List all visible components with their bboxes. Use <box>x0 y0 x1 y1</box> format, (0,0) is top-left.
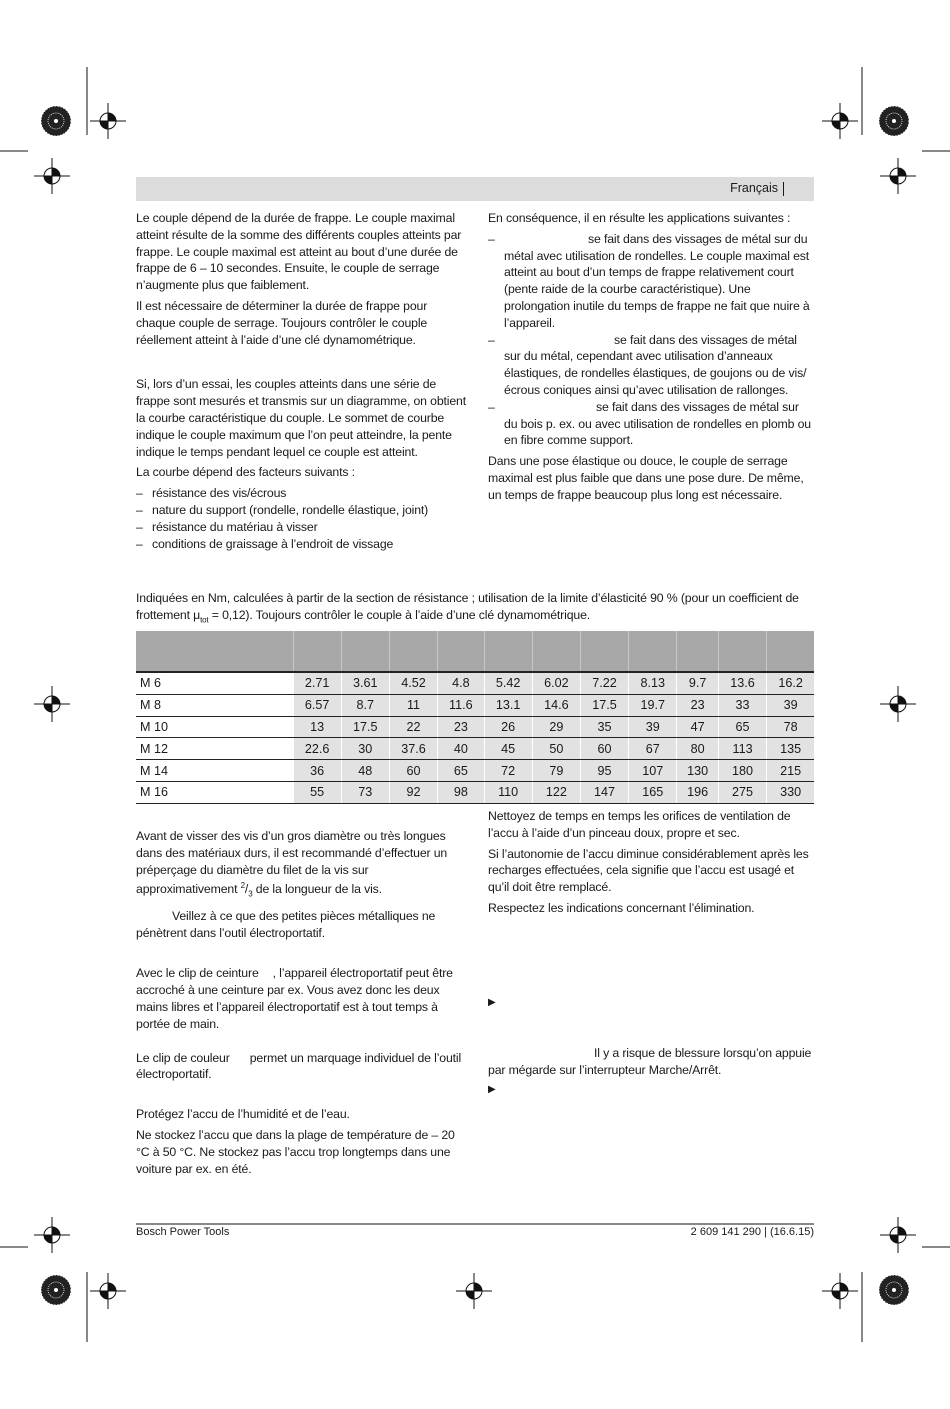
torque-value-cell: 110 <box>484 781 532 803</box>
torque-value-cell: 37.6 <box>389 738 437 760</box>
registration-crosshair-icon <box>34 686 70 722</box>
torque-value-cell: 113 <box>718 738 766 760</box>
torque-value-cell: 330 <box>767 781 814 803</box>
paragraph-applications-intro: En conséquence, il en résulte les applications suivantes : <box>488 211 791 225</box>
torque-value-cell: 29 <box>532 716 580 738</box>
thread-size-cell: M 16 <box>136 781 293 803</box>
table-header-cell <box>718 631 766 672</box>
paragraph-elastic: Dans une pose élastique ou douce, le couple de serrage maximal est plus faible que dans une pose dure. De même, un temps de frappe beaucoup plus long est nécessaire. <box>488 454 804 502</box>
torque-value-cell: 3.61 <box>341 672 389 694</box>
header-divider <box>783 182 784 196</box>
paragraph-protect: Protégez l’accu de l’humidité et de l’eau. <box>136 1107 350 1122</box>
table-row <box>136 760 814 782</box>
torque-value-cell: 47 <box>677 716 719 738</box>
list-item: – résistance des vis/écrous <box>136 485 466 502</box>
left-column-lower <box>136 828 466 1181</box>
table-row <box>136 716 814 738</box>
right-column-lower <box>488 808 814 921</box>
torque-description: Indiquées en Nm, calculées à partir de la section de résistance ; utilisation de la limite d’élasticité 90 % (pour un coefficient de frottement $\mu_{tot} = 0,12$). Toujours contrôler le couple à l’aide d’une clé dynamométrique. <box>136 591 799 625</box>
torque-value-cell: 67 <box>629 738 677 760</box>
torque-value-cell: 65 <box>718 716 766 738</box>
footer-doc-number: 2 609 141 290 | (16.6.15) <box>690 1226 814 1238</box>
right-column-upper <box>488 210 814 508</box>
table-header-cell <box>580 631 628 672</box>
paragraph-storage: Ne stockez l’accu que dans la plage de température de – 20 °C à 50 °C. Ne stockez pas l’accu trop longtemps dans une voiture par ex. en été. <box>136 1127 455 1176</box>
torque-value-cell: 22 <box>389 716 437 738</box>
registration-crosshair-icon <box>880 686 916 722</box>
thread-size-cell: M 8 <box>136 694 293 716</box>
torque-value-cell: 36 <box>293 760 341 782</box>
table-header-cell <box>767 631 814 672</box>
list-item: – nature du support (rondelle, rondelle élastique, joint) <box>136 502 466 519</box>
torque-value-cell: 135 <box>767 738 814 760</box>
torque-value-cell: 73 <box>341 781 389 803</box>
torque-value-cell: 11.6 <box>438 694 484 716</box>
torque-value-cell: 13 <box>293 716 341 738</box>
table-header-cell <box>629 631 677 672</box>
table-header-cell <box>136 631 293 672</box>
paragraph-determine: Il est nécessaire de déterminer la durée de frappe pour chaque couple de serrage. Toujours contrôler le couple réellement atteint à l’aide d’une clé dynamométrique. <box>136 298 428 347</box>
list-item: – se fait dans des vissages de métal sur du métal, cependant avec utilisation d’anneaux élastiques, de rondelles élastiques, de goujons ou de vis/écrous coniques ainsi qu’avec utilisation de rallonges. <box>488 332 814 399</box>
table-row <box>136 672 814 694</box>
torque-value-cell: 39 <box>767 694 814 716</box>
paragraph-predrill: Avant de visser des vis d’un gros diamètre ou très longues dans des matériaux durs, il est recommandé d’effectuer un préperçage du diamètre du filet de la vis sur approximativement $^2/_3$ de la longueur de la vis. <box>136 829 448 899</box>
torque-value-cell: 80 <box>677 738 719 760</box>
registration-crosshair-icon <box>822 1273 858 1309</box>
paragraph-metal-parts: Veillez à ce que des petites pièces métalliques ne pénètrent dans l’outil électroportatif. <box>136 908 436 940</box>
star-target-icon <box>40 1274 72 1306</box>
registration-crosshair-icon <box>34 1217 70 1253</box>
registration-crosshair-icon <box>90 103 126 139</box>
list-item: – résistance du matériau à visser <box>136 519 466 536</box>
table-header-row <box>136 631 814 672</box>
torque-value-cell: 22.6 <box>293 738 341 760</box>
language-label: Français <box>730 181 778 195</box>
torque-value-cell: 72 <box>484 760 532 782</box>
torque-value-cell: 60 <box>580 738 628 760</box>
paragraph-color-clip: Le clip de couleur permet un marquage individuel de l’outil électroportatif. <box>136 1050 462 1082</box>
table-header-cell <box>389 631 437 672</box>
torque-value-cell: 98 <box>438 781 484 803</box>
torque-value-cell: 26 <box>484 716 532 738</box>
torque-value-cell: 33 <box>718 694 766 716</box>
torque-value-cell: 215 <box>767 760 814 782</box>
torque-value-cell: 130 <box>677 760 719 782</box>
torque-value-cell: 5.42 <box>484 672 532 694</box>
torque-value-cell: 275 <box>718 781 766 803</box>
thread-size-cell: M 10 <box>136 716 293 738</box>
table-header-cell <box>438 631 484 672</box>
torque-value-cell: 4.52 <box>389 672 437 694</box>
paragraph-factors-intro: La courbe dépend des facteurs suivants : <box>136 465 355 480</box>
torque-value-cell: 92 <box>389 781 437 803</box>
torque-value-cell: 55 <box>293 781 341 803</box>
paragraph-autonomy: Si l’autonomie de l’accu diminue considérablement après les recharges effectuées, cela signifie que l’accu est usagé et qu’il doit être remplacé. <box>488 846 809 895</box>
torque-value-cell: 8.13 <box>629 672 677 694</box>
torque-value-cell: 14.6 <box>532 694 580 716</box>
star-target-icon <box>40 105 72 137</box>
thread-size-cell: M 12 <box>136 738 293 760</box>
torque-value-cell: 6.57 <box>293 694 341 716</box>
registration-crosshair-icon <box>880 158 916 194</box>
registration-crosshair-icon <box>34 158 70 194</box>
star-target-icon <box>878 105 910 137</box>
paragraph-belt-clip: Avec le clip de ceinture , l’appareil électroportatif peut être accroché à une ceinture par ex. Vous avez donc les deux mains libres et l’appareil électroportatif est à tout temps à portée de main. <box>136 966 453 1031</box>
torque-value-cell: 122 <box>532 781 580 803</box>
torque-table <box>136 631 814 804</box>
torque-value-cell: 48 <box>341 760 389 782</box>
table-header-cell <box>532 631 580 672</box>
torque-value-cell: 4.8 <box>438 672 484 694</box>
torque-value-cell: 196 <box>677 781 719 803</box>
torque-value-cell: 45 <box>484 738 532 760</box>
page-header-bar <box>136 177 814 201</box>
torque-value-cell: 30 <box>341 738 389 760</box>
torque-value-cell: 13.6 <box>718 672 766 694</box>
torque-value-cell: 50 <box>532 738 580 760</box>
torque-value-cell: 95 <box>580 760 628 782</box>
torque-value-cell: 13.1 <box>484 694 532 716</box>
torque-value-cell: 78 <box>767 716 814 738</box>
torque-value-cell: 147 <box>580 781 628 803</box>
thread-size-cell: M 6 <box>136 672 293 694</box>
torque-value-cell: 8.7 <box>341 694 389 716</box>
torque-value-cell: 19.7 <box>629 694 677 716</box>
torque-value-cell: 40 <box>438 738 484 760</box>
registration-crosshair-icon <box>90 1273 126 1309</box>
torque-value-cell: 79 <box>532 760 580 782</box>
list-item: – se fait dans des vissages de métal sur du bois p. ex. ou avec utilisation de rondelles en plomb ou en fibre comme support. <box>488 399 814 449</box>
list-item: – conditions de graissage à l’endroit de vissage <box>136 536 466 553</box>
paragraph-curve: Si, lors d’un essai, les couples atteints dans une série de frappe sont mesurés et transmis sur un diagramme, on obtient la courbe caractéristique du couple. Le sommet de courbe indique le couple maximum que l’on peut atteindre, la pente indique le temps pendant lequel ce couple est atteint. <box>136 377 467 459</box>
paragraph-disposal: Respectez les indications concernant l’élimination. <box>488 900 755 915</box>
paragraph-injury: Il y a risque de blessure lorsqu’on appuie par mégarde sur l’interrupteur Marche/Arrêt. <box>488 1046 812 1077</box>
registration-crosshair-icon <box>822 103 858 139</box>
torque-value-cell: 35 <box>580 716 628 738</box>
table-header-cell <box>484 631 532 672</box>
registration-crosshair-icon <box>456 1273 492 1309</box>
table-header-cell <box>341 631 389 672</box>
table-row <box>136 738 814 760</box>
applications-list <box>488 231 814 449</box>
torque-value-cell: 6.02 <box>532 672 580 694</box>
torque-value-cell: 180 <box>718 760 766 782</box>
list-item: – se fait dans des vissages de métal sur du métal avec utilisation de rondelles. Le couple maximal est atteint au bout d’un temps de frappe relativement court (pente raide de la courbe caractéristique). Une prolongation inutile du temps de frappe ne fait que nuire à l’appareil. <box>488 231 814 332</box>
footer-brand: Bosch Power Tools <box>136 1226 230 1238</box>
torque-value-cell: 23 <box>438 716 484 738</box>
factors-list <box>136 485 466 552</box>
torque-value-cell: 39 <box>629 716 677 738</box>
torque-value-cell: 60 <box>389 760 437 782</box>
table-header-cell <box>293 631 341 672</box>
paragraph-duration: Le couple dépend de la durée de frappe. Le couple maximal atteint résulte de la somme des différents couples atteints par frappe. Le couple maximal est atteint au bout d’une durée de frappe de 6 – 10 secondes. Ensuite, le couple de serrage n’augmente plus que faiblement. <box>136 211 462 293</box>
warning-bullet-icon: ▶ <box>488 1084 496 1095</box>
torque-value-cell: 165 <box>629 781 677 803</box>
table-header-cell <box>677 631 719 672</box>
torque-value-cell: 17.5 <box>341 716 389 738</box>
left-column-upper <box>136 210 466 552</box>
torque-value-cell: 65 <box>438 760 484 782</box>
torque-value-cell: 107 <box>629 760 677 782</box>
table-row <box>136 694 814 716</box>
registration-crosshair-icon <box>880 1217 916 1253</box>
star-target-icon <box>878 1274 910 1306</box>
torque-value-cell: 16.2 <box>767 672 814 694</box>
table-row <box>136 781 814 803</box>
paragraph-clean: Nettoyez de temps en temps les orifices de ventilation de l’accu à l’aide d’un pinceau doux, propre et sec. <box>488 809 791 840</box>
torque-value-cell: 9.7 <box>677 672 719 694</box>
torque-value-cell: 23 <box>677 694 719 716</box>
torque-value-cell: 11 <box>389 694 437 716</box>
thread-size-cell: M 14 <box>136 760 293 782</box>
warning-bullet-icon: ▶ <box>488 997 496 1008</box>
torque-value-cell: 2.71 <box>293 672 341 694</box>
torque-value-cell: 17.5 <box>580 694 628 716</box>
torque-value-cell: 7.22 <box>580 672 628 694</box>
